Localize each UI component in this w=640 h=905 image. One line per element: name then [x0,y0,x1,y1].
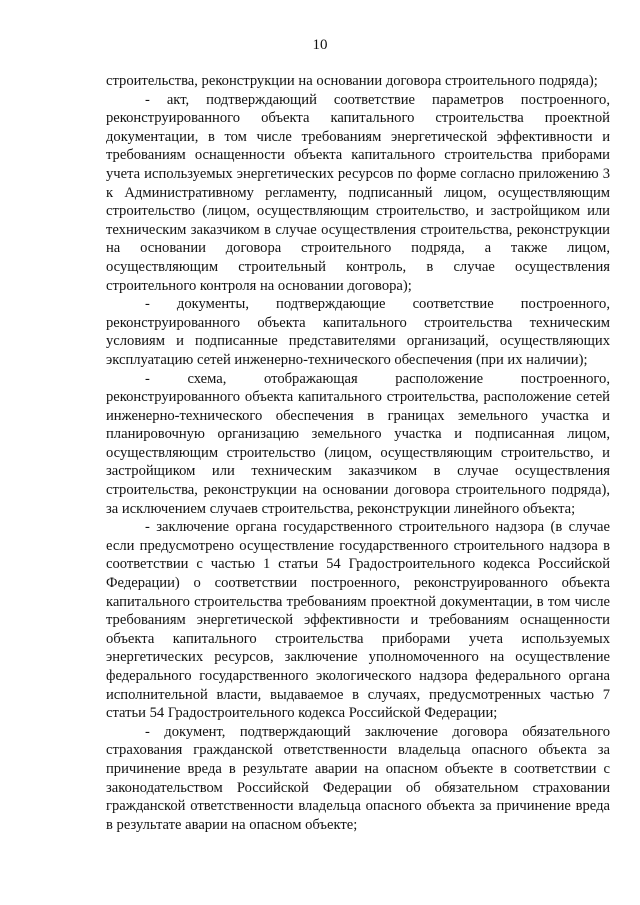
paragraph-continuation: строительства, реконструкции на основании договора строительного подряда); [106,73,598,89]
document-body [106,72,610,834]
paragraph-technical-conditions: - документы, подтверждающие соответствие построенного, реконструированного объекта капитального строительства техническим условиям и подписанные представителями организаций, осуществляющих эксплуатацию сетей инженерно-технического обеспечения (при их наличии); [106,296,610,368]
paragraph-insurance-document: - документ, подтверждающий заключение договора обязательного страхования гражданской ответственности владельца опасного объекта за причинение вреда в результате аварии на опасном объекте в соответствии с законодательством Российской Федерации об обязательном страховании гражданской ответственности владельца опасного объекта за причинение вреда в результате аварии на опасном объекте; [106,723,610,833]
paragraph-compliance-act: - акт, подтверждающий соответствие параметров построенного, реконструированного объекта капитального строительства проектной документации, в том числе требованиям энергетической эффективности и требованиям оснащенности объекта капитального строительства приборами учета используемых энергетических ресурсов по форме согласно приложению 3 к Административному регламенту, подписанный лицом, осуществляющим строительство (лицом, осуществляющим строительство, и застройщиком или техническим заказчиком в случае осуществления строительства, реконструкции на основании договора строительного подряда, а также лицом, осуществляющим строительный контроль, в случае осуществления строительного контроля на основании договора); [106,91,610,294]
page-number: 10 [312,37,328,53]
paragraph-layout-scheme: - схема, отображающая расположение построенного, реконструированного объекта капитального строительства, расположение сетей инженерно-технического обеспечения в границах земельного участка и планировочную организацию земельного участка и подписанная лицом, осуществляющим строительство (лицом, осуществляющим строительство, и застройщиком или техническим заказчиком в случае осуществления строительства, реконструкции на основании договора строительного подряда), за исключением случаев строительства, реконструкции линейного объекта; [106,370,610,517]
paragraph-supervision-conclusion: - заключение органа государственного строительного надзора (в случае если предусмотрено осуществление государственного строительного надзора в соответствии с частью 1 статьи 54 Градостроительного кодекса Российской Федерации) о соответствии построенного, реконструированного объекта капитального строительства требованиям проектной документации, в том числе требованиям энергетической эффективности и требованиям оснащенности объекта капитального строительства приборами учета используемых энергетических ресурсов, заключение уполномоченного на осуществление федерального государственного экологического надзора федерального органа исполнительной власти, выдаваемое в случаях, предусмотренных частью 7 статьи 54 Градостроительного кодекса Российской Федерации; [106,519,610,722]
